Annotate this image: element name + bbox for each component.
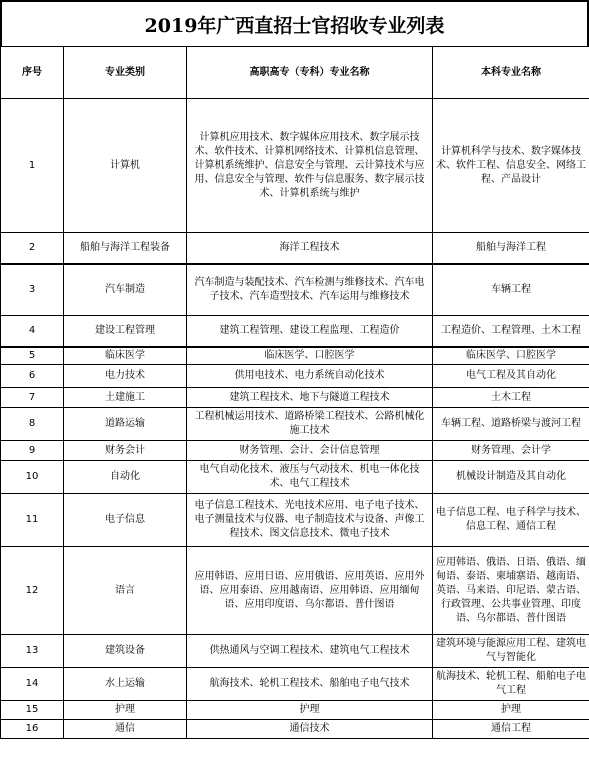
cell-bachelor: 护理 [433, 701, 589, 720]
cell-bachelor: 建筑环境与能源应用工程、建筑电气与智能化 [433, 635, 589, 668]
cell-category: 道路运输 [64, 408, 187, 441]
cell-category: 财务会计 [64, 441, 187, 461]
cell-vocational: 汽车制造与装配技术、汽车检测与维修技术、汽车电子技术、汽车造型技术、汽车运用与维修技术 [187, 264, 433, 316]
table-row [1, 99, 589, 233]
cell-bachelor: 财务管理、会计学 [433, 441, 589, 461]
table-row [1, 264, 589, 316]
cell-bachelor: 电子信息工程、电子科学与技术、信息工程、通信工程 [433, 494, 589, 547]
cell-vocational: 应用韩语、应用日语、应用俄语、应用英语、应用外语、应用泰语、应用越南语、应用韩语、应用缅甸语、应用印度语、乌尔都语、普什图语 [187, 547, 433, 635]
table-row [1, 720, 589, 739]
table-row [1, 316, 589, 347]
cell-bachelor: 计算机科学与技术、数字媒体技术、软件工程、信息安全、网络工程、产品设计 [433, 99, 589, 233]
cell-category: 语言 [64, 547, 187, 635]
cell-vocational: 财务管理、会计、会计信息管理 [187, 441, 433, 461]
cell-bachelor: 通信工程 [433, 720, 589, 739]
cell-seq: 1 [1, 99, 64, 233]
header-category: 专业类别 [64, 47, 187, 99]
cell-vocational: 通信技术 [187, 720, 433, 739]
cell-category: 建筑设备 [64, 635, 187, 668]
cell-seq: 2 [1, 233, 64, 264]
cell-seq: 15 [1, 701, 64, 720]
cell-bachelor: 土木工程 [433, 388, 589, 408]
table-header-row [1, 47, 589, 99]
cell-seq: 7 [1, 388, 64, 408]
cell-vocational: 航海技术、轮机工程技术、船舶电子电气技术 [187, 668, 433, 701]
cell-category: 自动化 [64, 461, 187, 494]
cell-vocational: 工程机械运用技术、道路桥梁工程技术、公路机械化施工技术 [187, 408, 433, 441]
table-row [1, 441, 589, 461]
cell-seq: 8 [1, 408, 64, 441]
table-row [1, 494, 589, 547]
cell-vocational: 建筑工程技术、地下与隧道工程技术 [187, 388, 433, 408]
cell-category: 建设工程管理 [64, 316, 187, 347]
major-table [0, 46, 589, 739]
cell-vocational: 供热通风与空调工程技术、建筑电气工程技术 [187, 635, 433, 668]
cell-category: 水上运输 [64, 668, 187, 701]
cell-bachelor: 车辆工程、道路桥梁与渡河工程 [433, 408, 589, 441]
cell-category: 临床医学 [64, 347, 187, 365]
table-row [1, 408, 589, 441]
cell-category: 计算机 [64, 99, 187, 233]
cell-seq: 6 [1, 365, 64, 388]
table-row [1, 547, 589, 635]
cell-vocational: 电子信息工程技术、光电技术应用、电子电子技术、电子测量技术与仪器、电子制造技术与设备、声像工程技术、图文信息技术、微电子技术 [187, 494, 433, 547]
table-row [1, 233, 589, 264]
cell-seq: 13 [1, 635, 64, 668]
cell-category: 通信 [64, 720, 187, 739]
cell-bachelor: 车辆工程 [433, 264, 589, 316]
cell-vocational: 计算机应用技术、数字媒体应用技术、数字展示技术、软件技术、计算机网络技术、计算机信息管理、计算机系统维护、信息安全与管理、云计算技术与应用、信息安全与管理、软件与信息服务、数字展示技术、计算机系统与维护 [187, 99, 433, 233]
table-row [1, 461, 589, 494]
cell-vocational: 海洋工程技术 [187, 233, 433, 264]
table-row [1, 388, 589, 408]
document-title: 2019年广西直招士官招收专业列表 [0, 0, 589, 46]
table-row [1, 668, 589, 701]
header-seq: 序号 [1, 47, 64, 99]
cell-vocational: 建筑工程管理、建设工程监理、工程造价 [187, 316, 433, 347]
cell-seq: 12 [1, 547, 64, 635]
cell-bachelor: 应用韩语、俄语、日语、俄语、缅甸语、泰语、柬埔寨语、越南语、英语、马来语、印尼语、蒙古语、行政管理、公共事业管理、印度语、乌尔都语、普什图语 [433, 547, 589, 635]
cell-bachelor: 临床医学、口腔医学 [433, 347, 589, 365]
cell-seq: 4 [1, 316, 64, 347]
cell-bachelor: 电气工程及其自动化 [433, 365, 589, 388]
table-row [1, 365, 589, 388]
cell-vocational: 护理 [187, 701, 433, 720]
cell-seq: 5 [1, 347, 64, 365]
cell-seq: 16 [1, 720, 64, 739]
cell-vocational: 电气自动化技术、液压与气动技术、机电一体化技术、电气工程技术 [187, 461, 433, 494]
table-row [1, 635, 589, 668]
cell-seq: 11 [1, 494, 64, 547]
cell-seq: 9 [1, 441, 64, 461]
cell-category: 护理 [64, 701, 187, 720]
cell-category: 土建施工 [64, 388, 187, 408]
cell-seq: 3 [1, 264, 64, 316]
cell-category: 船舶与海洋工程装备 [64, 233, 187, 264]
cell-bachelor: 工程造价、工程管理、土木工程 [433, 316, 589, 347]
cell-seq: 14 [1, 668, 64, 701]
header-vocational: 高职高专（专科）专业名称 [187, 47, 433, 99]
cell-category: 汽车制造 [64, 264, 187, 316]
cell-bachelor: 机械设计制造及其自动化 [433, 461, 589, 494]
header-bachelor: 本科专业名称 [433, 47, 589, 99]
cell-vocational: 临床医学、口腔医学 [187, 347, 433, 365]
cell-vocational: 供用电技术、电力系统自动化技术 [187, 365, 433, 388]
table-row [1, 347, 589, 365]
table-row [1, 701, 589, 720]
cell-category: 电子信息 [64, 494, 187, 547]
cell-bachelor: 航海技术、轮机工程、船舶电子电气工程 [433, 668, 589, 701]
cell-bachelor: 船舶与海洋工程 [433, 233, 589, 264]
cell-seq: 10 [1, 461, 64, 494]
cell-category: 电力技术 [64, 365, 187, 388]
